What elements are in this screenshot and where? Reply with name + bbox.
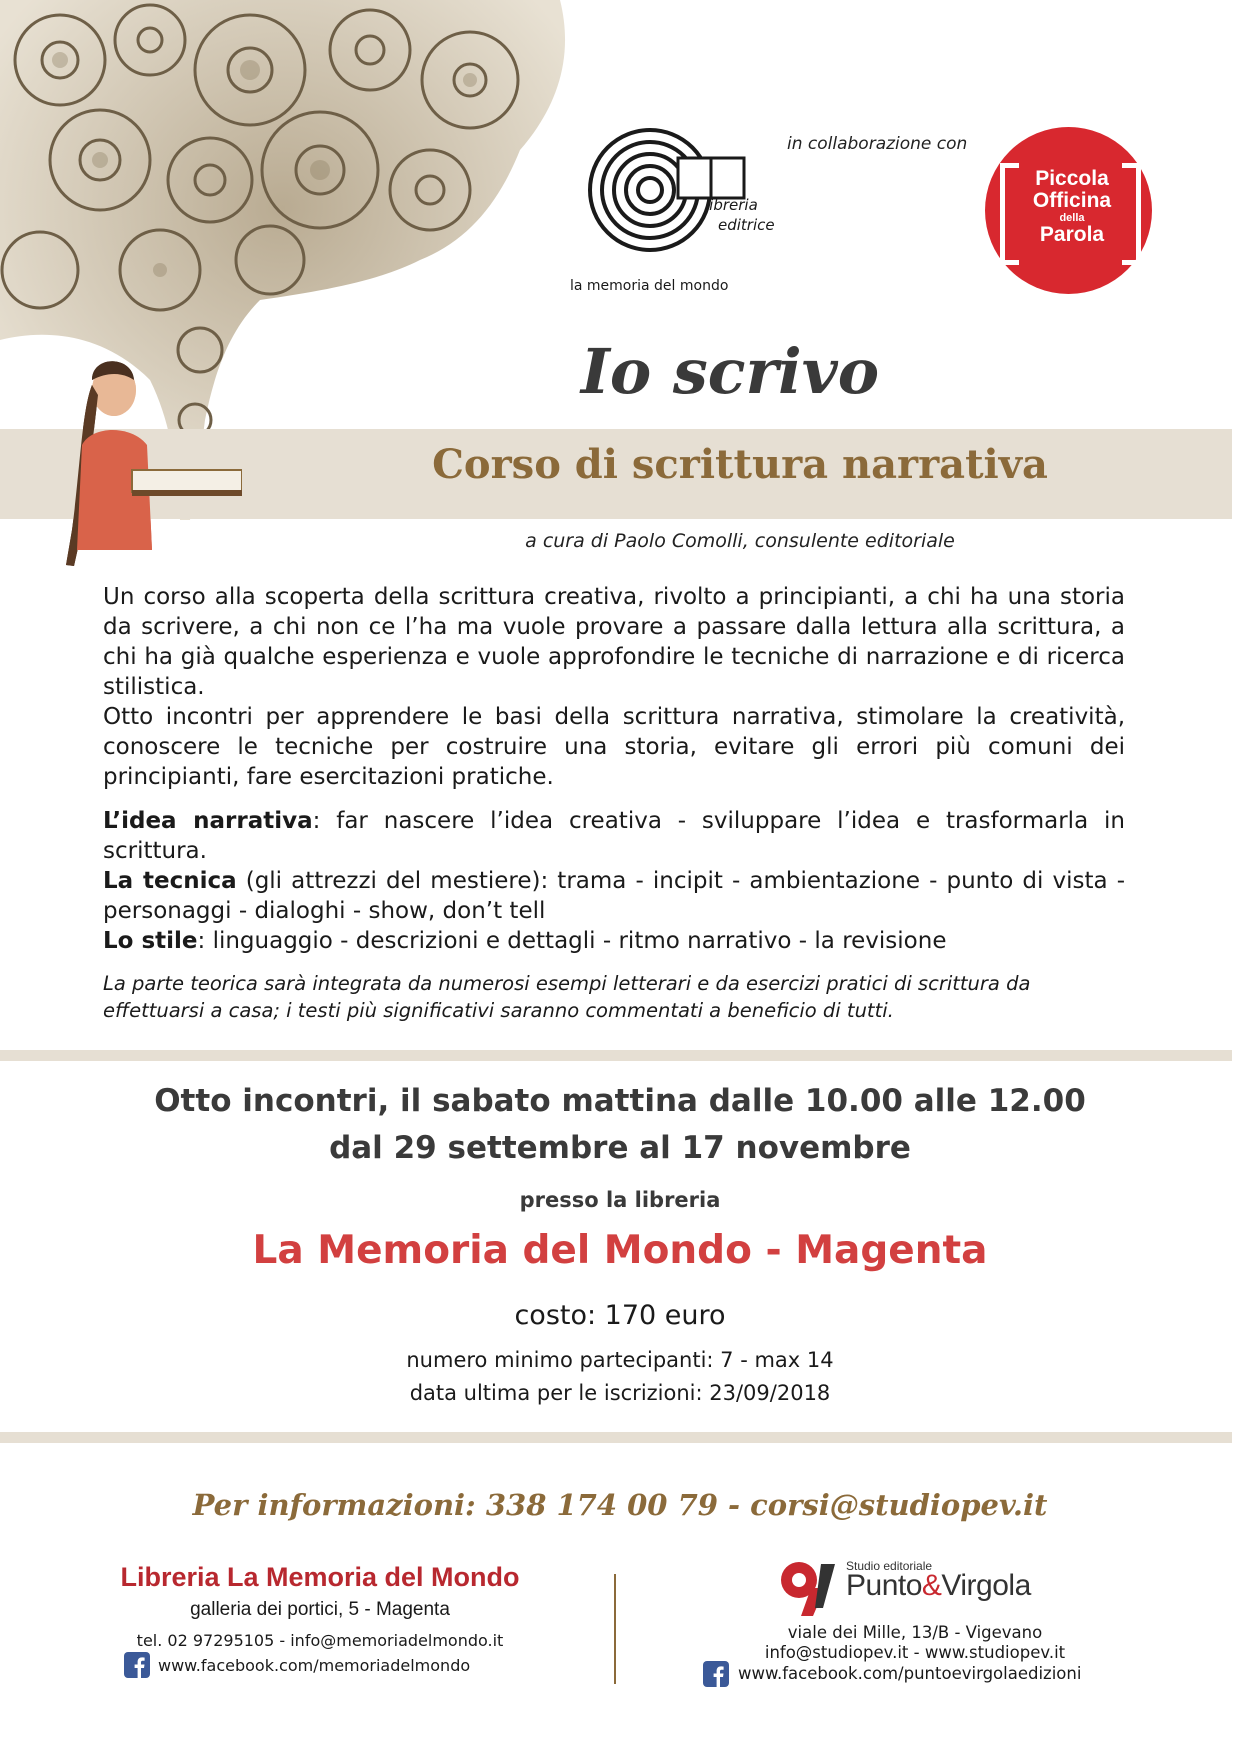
piccola-logo-line3: della [1059, 212, 1085, 224]
memoria-logo-ring-text: la memoria del mondo [570, 278, 729, 294]
footer-divider [614, 1574, 616, 1684]
piccola-logo-line2: Officina [1032, 189, 1112, 212]
brand-part-a: Punto [846, 1569, 922, 1602]
footer-right-contact: info@studiopev.it - www.studiopev.it [764, 1643, 1066, 1662]
brand-ampersand: & [921, 1569, 942, 1602]
curator-line: a cura di Paolo Comolli, consulente editoriale [525, 530, 955, 552]
intro-paragraph: Un corso alla scoperta della scrittura creativa, rivolto a principianti, a chi ha una storia da scrivere, a chi non ce l’ha ma vuole provare a passare dalla lettura alla scrittura, a chi ha già qualche esperienza e vuole approfondire le tecniche di narrazione e di ricerca stilistica. [103, 584, 1125, 700]
course-cost: costo: 170 euro [514, 1300, 726, 1331]
topic-idea-label: L’idea narrativa [103, 808, 313, 834]
course-description [103, 582, 1125, 956]
piccola-logo-line1: Piccola [1035, 167, 1109, 190]
schedule-line-2: dal 29 settembre al 17 novembre [329, 1130, 911, 1166]
brand-part-b: Virgola [941, 1569, 1031, 1602]
piccola-logo-bracket-right [1122, 163, 1141, 265]
topic-stile-text: : linguaggio - descrizioni e dettagli - ritmo narrativo - la revisione [197, 928, 947, 954]
punto-virgola-brand [846, 1569, 1031, 1603]
facebook-icon [124, 1652, 150, 1678]
footer-right-facebook-link[interactable]: www.facebook.com/puntoevirgolaedizioni [738, 1664, 1082, 1683]
piccola-logo-line4: Parola [1039, 223, 1105, 246]
topic-stile [103, 926, 1125, 956]
topic-idea-text: : far nascere l’idea creativa - sviluppare l’idea e trasformarla in scrittura. [103, 808, 1125, 864]
topic-idea [103, 806, 1125, 866]
contact-info-line: Per informazioni: 338 174 00 79 - corsi@studiopev.it [192, 1488, 1048, 1522]
girl-reading-overlay [52, 350, 242, 572]
topic-tecnica-text: (gli attrezzi del mestiere): trama - incipit - ambientazione - punto di vista - personaggi - dialoghi - show, don’t tell [103, 868, 1125, 924]
topic-tecnica [103, 866, 1125, 926]
footer-right-address: viale dei Mille, 13/B - Vigevano [787, 1623, 1043, 1642]
venue-intro: presso la libreria [519, 1188, 721, 1212]
participants-info: numero minimo partecipanti: 7 - max 14 [406, 1348, 834, 1372]
topic-tecnica-label: La tecnica [103, 868, 237, 894]
footer-left-title: Libreria La Memoria del Mondo [120, 1562, 520, 1592]
course-note: La parte teorica sarà integrata da numerosi esempi letterari e da esercizi pratici di scrittura da effettuarsi a casa; i testi più significativi saranno commentati a beneficio di tutti. [103, 972, 1031, 1022]
intro-paragraph-2: Otto incontri per apprendere le basi della scrittura narrativa, stimolare la creatività, conoscere le tecniche per costruire una storia, evitare gli errori più comuni dei principianti, fare esercitazioni pratiche. [103, 704, 1125, 790]
memoria-del-mondo-logo [560, 120, 810, 295]
footer-left-facebook-link[interactable]: www.facebook.com/memoriadelmondo [158, 1656, 471, 1675]
divider-top [0, 1050, 1232, 1061]
piccola-logo-text [1024, 168, 1120, 246]
memoria-logo-editrice: editrice [718, 216, 775, 234]
page-title: Io scrivo [580, 335, 880, 408]
footer-left-address: galleria dei portici, 5 - Magenta [190, 1599, 450, 1620]
facebook-icon [703, 1661, 729, 1687]
collaboration-label: in collaborazione con [787, 134, 968, 154]
venue-name: La Memoria del Mondo - Magenta [252, 1228, 988, 1273]
schedule-line-1: Otto incontri, il sabato mattina dalle 10.00 alle 12.00 [154, 1083, 1086, 1119]
topic-stile-label: Lo stile [103, 928, 198, 954]
studio-editoriale-label: Studio editoriale [846, 1559, 933, 1573]
footer-left-contact: tel. 02 97295105 - info@memoriadelmondo.it [136, 1631, 504, 1650]
piccola-logo-bracket-left [1000, 163, 1019, 265]
registration-deadline: data ultima per le iscrizioni: 23/09/2018 [409, 1381, 831, 1405]
memoria-logo-libreria: libreria [705, 196, 758, 214]
divider-bottom [0, 1432, 1232, 1443]
page-subtitle: Corso di scrittura narrativa [432, 441, 1048, 488]
